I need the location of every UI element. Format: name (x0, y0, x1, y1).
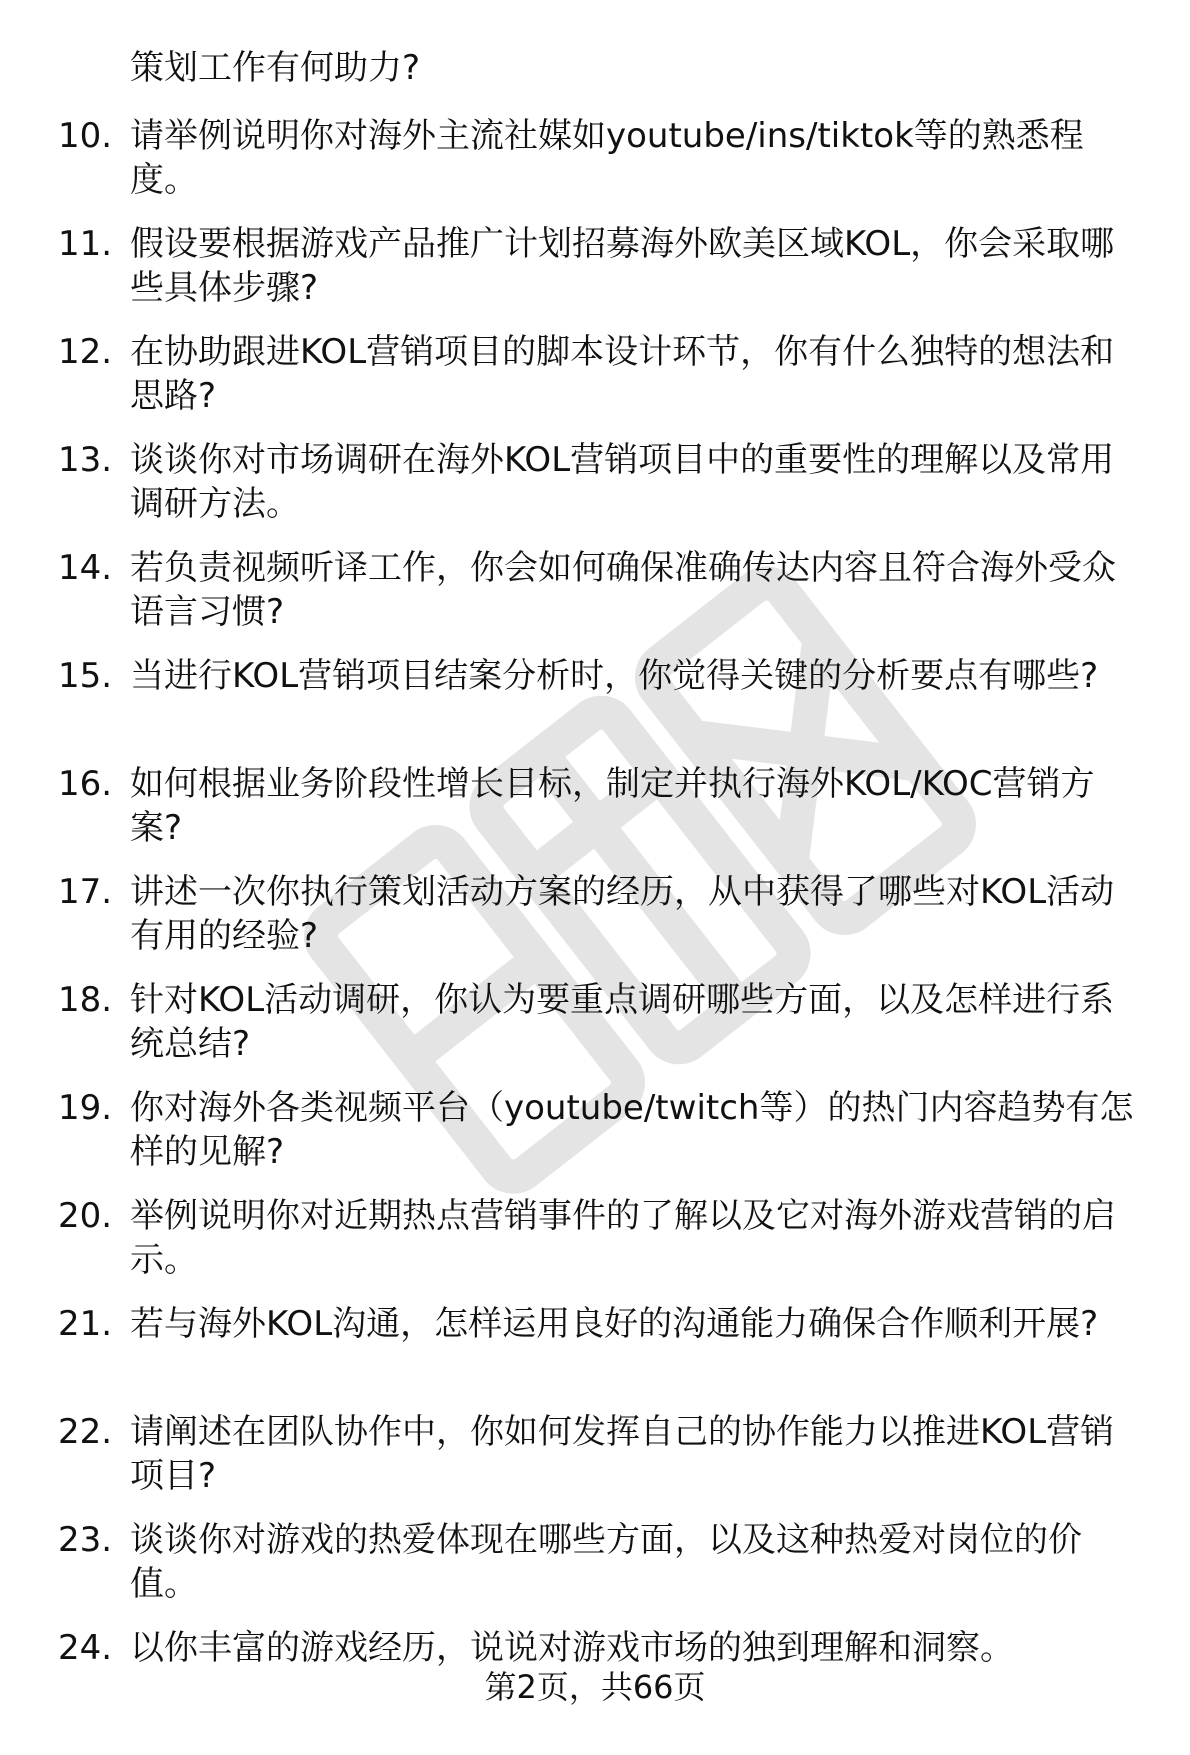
question-number: 12. (58, 332, 113, 372)
question-item-11 (0, 222, 1190, 330)
question-text: 假设要根据游戏产品推广计划招募海外欧美区域KOL，你会采取哪些具体步骤? (130, 224, 1115, 308)
question-item-23 (0, 1518, 1190, 1626)
question-number: 18. (58, 980, 113, 1020)
question-item-15 (0, 654, 1190, 762)
continuation-text: 策划工作有何助力? (130, 48, 421, 88)
question-number: 24. (58, 1628, 113, 1668)
question-item-10 (0, 114, 1190, 222)
question-item-14 (0, 546, 1190, 654)
page-number-footer: 第2页，共66页 (484, 1668, 706, 1706)
question-item-18 (0, 978, 1190, 1086)
question-number: 14. (58, 548, 113, 588)
question-number: 17. (58, 872, 113, 912)
question-number: 15. (58, 656, 113, 696)
question-item-20 (0, 1194, 1190, 1302)
question-list (0, 114, 1190, 1734)
question-text: 举例说明你对近期热点营销事件的了解以及它对海外游戏营销的启示。 (130, 1196, 1116, 1280)
question-text: 针对KOL活动调研，你认为要重点调研哪些方面，以及怎样进行系统总结? (130, 980, 1115, 1064)
question-item-16 (0, 762, 1190, 870)
question-number: 16. (58, 764, 113, 804)
question-text: 讲述一次你执行策划活动方案的经历，从中获得了哪些对KOL活动有用的经验? (130, 872, 1115, 956)
question-number: 21. (58, 1304, 113, 1344)
question-number: 23. (58, 1520, 113, 1560)
question-number: 20. (58, 1196, 113, 1236)
question-item-21 (0, 1302, 1190, 1410)
question-number: 10. (58, 116, 113, 156)
question-item-13 (0, 438, 1190, 546)
question-text: 当进行KOL营销项目结案分析时，你觉得关键的分析要点有哪些? (130, 656, 1099, 696)
question-item-19 (0, 1086, 1190, 1194)
question-text: 如何根据业务阶段性增长目标，制定并执行海外KOL/KOC营销方案? (130, 764, 1095, 848)
question-text: 若与海外KOL沟通，怎样运用良好的沟通能力确保合作顺利开展? (130, 1304, 1099, 1344)
question-number: 22. (58, 1412, 113, 1452)
question-text: 你对海外各类视频平台（youtube/twitch等）的热门内容趋势有怎样的见解? (130, 1088, 1134, 1172)
question-text: 在协助跟进KOL营销项目的脚本设计环节，你有什么独特的想法和思路? (130, 332, 1115, 416)
question-text: 若负责视频听译工作，你会如何确保准确传达内容且符合海外受众语言习惯? (130, 548, 1116, 632)
question-number: 13. (58, 440, 113, 480)
question-text: 请阐述在团队协作中，你如何发挥自己的协作能力以推进KOL营销项目? (130, 1412, 1115, 1496)
question-number: 19. (58, 1088, 113, 1128)
question-item-12 (0, 330, 1190, 438)
question-text: 以你丰富的游戏经历，说说对游戏市场的独到理解和洞察。 (130, 1628, 1014, 1668)
question-item-22 (0, 1410, 1190, 1518)
question-item-17 (0, 870, 1190, 978)
question-text: 请举例说明你对海外主流社媒如youtube/ins/tiktok等的熟悉程度。 (130, 116, 1084, 200)
question-number: 11. (58, 224, 113, 264)
question-text: 谈谈你对游戏的热爱体现在哪些方面，以及这种热爱对岗位的价值。 (130, 1520, 1082, 1604)
question-text: 谈谈你对市场调研在海外KOL营销项目中的重要性的理解以及常用调研方法。 (130, 440, 1115, 524)
